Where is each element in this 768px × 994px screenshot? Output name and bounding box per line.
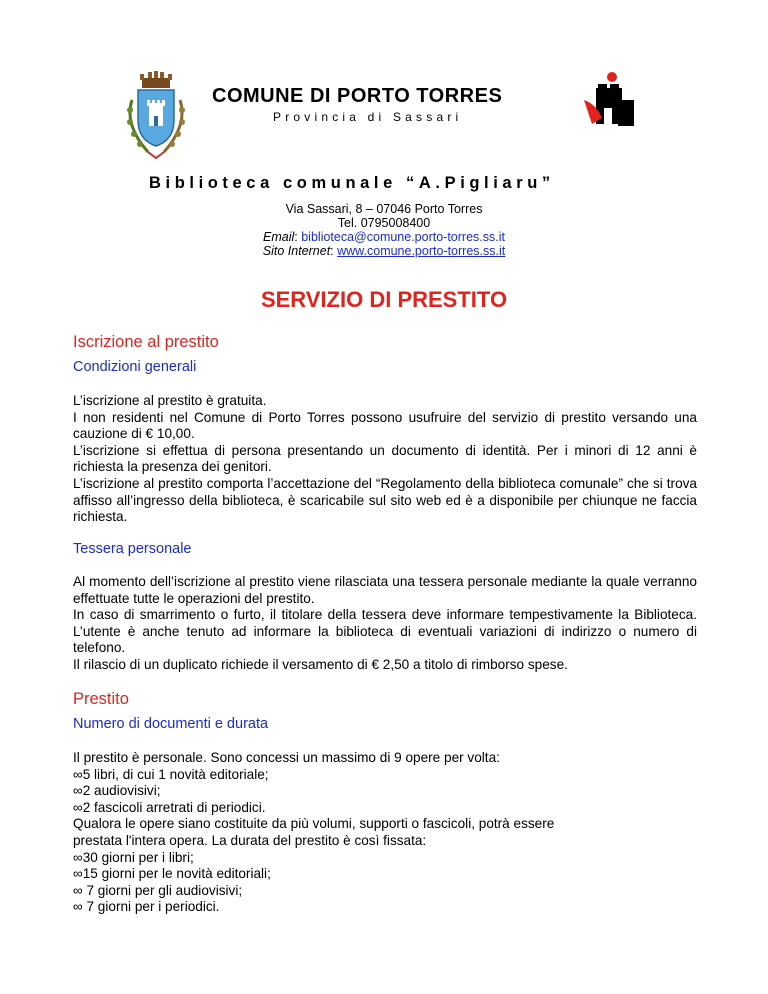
email-label: Email — [263, 230, 295, 244]
section-heading-prestito: Prestito — [73, 690, 129, 708]
paragraph: Il rilascio di un duplicato richiede il versamento di € 2,50 a titolo di rimborso spese. — [73, 656, 568, 672]
paragraph: L’iscrizione al prestito è gratuita. — [73, 393, 267, 408]
section-heading-iscrizione: Iscrizione al prestito — [73, 333, 219, 351]
province-name: Provincia di Sassari — [273, 110, 463, 124]
subheading-condizioni: Condizioni generali — [73, 359, 197, 375]
email-link[interactable]: biblioteca@comune.porto-torres.ss.it — [301, 230, 505, 244]
library-email-line: Email: biblioteca@comune.porto-torres.ss.it — [263, 230, 505, 244]
paragraph: L’iscrizione si effettua di persona presentando un documento di identità. Per i minori di 12 anni è richiesta la presenza dei genitori. — [73, 442, 697, 475]
text-line: Qualora le opere siano costituite da più volumi, supporti o fascicoli, potrà essere — [73, 816, 555, 832]
list-item: ∞5 libri, di cui 1 novità editoriale; — [73, 766, 269, 782]
library-site-line: Sito Internet: www.comune.porto-torres.ss.it — [262, 244, 506, 258]
list-item: ∞30 giorni per i libri; — [73, 849, 194, 865]
library-phone: Tel. 0795008400 — [337, 216, 431, 230]
tessera-text — [73, 574, 697, 674]
page-title: SERVIZIO DI PRESTITO — [260, 287, 508, 312]
text-line: prestata l'intera opera. La durata del prestito è così fissata: — [73, 832, 427, 848]
condizioni-text — [73, 393, 697, 526]
list-item: ∞15 giorni per le novità editoriali; — [73, 866, 271, 882]
list-item: ∞2 audiovisivi; — [73, 783, 161, 799]
subheading-tessera: Tessera personale — [73, 541, 192, 557]
paragraph: In caso di smarrimento o furto, il titolare della tessera deve informare tempestivamente la Biblioteca. L’utente è anche tenuto ad informare la biblioteca di eventuali variazioni di indirizzo o numero di telefono. — [73, 607, 697, 656]
subheading-numero-documenti: Numero di documenti e durata — [73, 716, 269, 732]
paragraph: Al momento dell’iscrizione al prestito viene rilasciata una tessera personale mediante la quale verranno effettuate tutte le operazioni del prestito. — [73, 574, 697, 606]
paragraph: L’iscrizione al prestito comporta l’accettazione del “Regolamento della biblioteca comunale” che si trova affisso all’ingresso della biblioteca, è scaricabile sul sito web ed è a disponibile per chiunque ne faccia richiesta. — [73, 475, 697, 525]
text-line: Il prestito è personale. Sono concessi un massimo di 9 opere per volta: — [73, 750, 500, 765]
municipality-name: COMUNE DI PORTO TORRES — [212, 85, 503, 107]
library-logo — [582, 70, 638, 132]
site-link[interactable]: www.comune.porto-torres.ss.it — [337, 244, 506, 258]
list-item: ∞ 7 giorni per i periodici. — [73, 899, 220, 915]
library-address: Via Sassari, 8 – 07046 Porto Torres — [285, 202, 483, 216]
coat-of-arms-logo — [118, 70, 194, 162]
list-item: ∞ 7 giorni per gli audiovisivi; — [73, 882, 243, 898]
library-name: Biblioteca comunale “A.Pigliaru” — [149, 174, 555, 192]
paragraph: I non residenti nel Comune di Porto Torres possono usufruire del servizio di prestito versando una cauzione di € 10,00. — [73, 409, 697, 442]
site-label: Sito Internet — [262, 244, 331, 258]
list-item: ∞2 fascicoli arretrati di periodici. — [73, 799, 266, 815]
prestito-text — [73, 750, 697, 916]
